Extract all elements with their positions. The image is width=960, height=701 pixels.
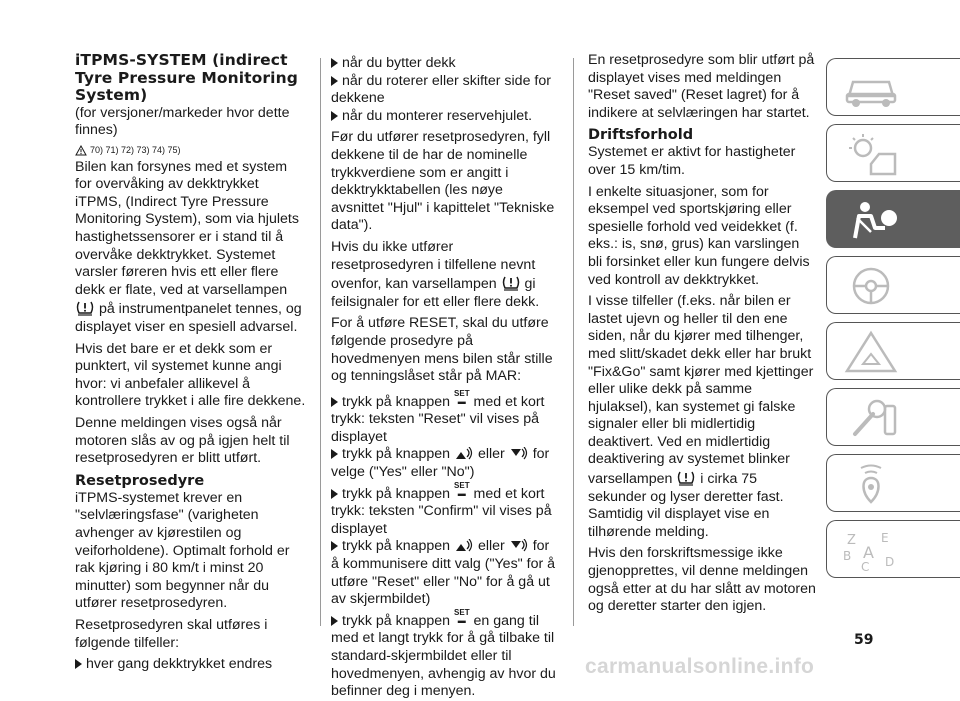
tab-maintenance[interactable] [826,388,960,446]
section-title: iTPMS-SYSTEM (indirect Tyre Pressure Monitoring System) [75,51,298,104]
svg-text:A: A [863,543,874,562]
lights-icon [841,132,901,176]
subheading-operating-conditions: Driftsforhold [588,127,694,144]
tpms-warning-lamp-icon [501,274,521,291]
paragraph: iTPMS-systemet krever en "selvlæringsfase" (varigheten avhenger av kjørestilen og veiforholdene). Optimalt forhold er rak kjøring i 80 km/t i minst 20 minutter) som begynner når du utfører resetprosedyren. [75,489,290,612]
step-item: trykk på knappen SET ▬ med et kort trykk: teksten "Reset" vil vises på displayet [331,388,545,445]
step-item: trykk på knappen SET ▬ en gang til med et langt trykk for å gå tilbake til standard-skjermbildet eller til hovedmenyen, avhengig av hvor du befinner deg i menyen. [331,607,556,700]
set-button-icon: SET ▬ [454,388,470,406]
paragraph: Bilen kan forsynes med et system for overvåking av dekktrykket iTPMS, (Indirect Tyre Pressure Monitoring System), som via hjulets hastighetssensorer er i stand til å overvåke dekktrykket. Systemet varsler føreren hvis ett eller flere dekk er flate, ved at varsellampen på instrumentpanelet tennes, og displayet viser en spesiell advarsel. [75,158,302,336]
bullet-arrow-icon [331,489,338,499]
warning-triangle-icon [841,330,901,374]
svg-text:D: D [885,555,895,569]
bullet-item: når du roterer eller skifter side for dekkene [331,72,551,107]
paragraph: I enkelte situasjoner, som for eksempel ved sportskjøring eller spesielle forhold ved veidekket (f. eks.: is, snø, grus) kan varslingen bli forsinket eller kun fungere delvis ved kontroll av dekktrykket. [588,183,810,288]
paragraph: Hvis det bare er et dekk som er punktert, vil systemet kunne angi hvor: vi anbefaler allikevel å kontrollere trykket i alle fire dekkene. [75,340,306,410]
warning-references: 70) 71) 72) 73) 74) 75) [75,144,307,157]
step-item: trykk på knappen eller for å kommunisere ditt valg ("Yes" for å utføre "Reset" eller "No" for å gå ut av skjermbildet) [331,538,556,608]
column-2 [331,55,557,701]
availability-note: (for versjoner/markeder hvor dette finnes) [75,104,290,139]
tab-index[interactable] [826,520,960,578]
index-icon [841,528,901,572]
paragraph: Hvis den forskriftsmessige ikke gjenopprettes, vil denne meldingen også etter at du har slått av motoren og deretter starter den igjen. [588,545,816,615]
up-button-icon [454,539,474,553]
bullet-item: hver gang dekktrykket endres [75,656,307,674]
bullet-arrow-icon [331,58,338,68]
paragraph: En resetprosedyre som blir utført på displayet vises med meldingen "Reset saved" (Reset lagret) for å indikere at selvlæringen har startet. [588,52,815,121]
multimedia-icon [841,462,901,506]
bullet-item: når du monterer reservehjulet. [331,108,557,126]
step-item: trykk på knappen SET ▬ med et kort trykk: teksten "Confirm" vil vises på displayet [331,480,552,537]
bullet-arrow-icon [331,449,338,459]
set-button-icon: SET ▬ [454,607,470,625]
tab-lights[interactable] [826,124,960,182]
car-icon [841,66,901,110]
tab-multimedia[interactable] [826,454,960,512]
column-1 [75,52,307,674]
step-item: trykk på knappen eller for velge ("Yes" eller "No") [331,446,550,481]
tab-safety[interactable] [826,190,960,248]
wrench-icon [841,396,901,440]
tpms-warning-lamp-icon [676,469,696,486]
paragraph: I visse tilfeller (f.eks. når bilen er lastet ujevn og heller til den ene siden, når du kjører med tilhenger, med slitt/skadet dekk eller har brukt "Fix&Go" samt kjører med kjettinger eller ulike dekk på samme hjulaksel), kan systemet gi falske signaler eller bli midlertidig deaktivert. Ved en midlertidig deaktivering av systemet blinker varsellampen i cirka 75 sekunder og lyser deretter fast. Samtidig vil displayet vise en tilhørende melding. [588,293,814,540]
svg-text:Z: Z [847,533,856,548]
bullet-arrow-icon [331,616,338,626]
column-divider [320,58,321,626]
tab-driving[interactable] [826,256,960,314]
bullet-arrow-icon [331,76,338,86]
paragraph: Før du utfører resetprosedyren, fyll dekkene til de har de nominelle trykkverdiene som er angitt i dekktrykktabellen (les nøye avsnittet "Hjul" i kapittelet "Tekniske data"). [331,129,555,234]
watermark: carmanualsonline.info [585,655,815,678]
paragraph: For å utføre RESET, skal du utføre følgende prosedyre på hovedmenyen mens bilen står stille og tenningslåset står på MAR: [331,315,553,385]
tab-car[interactable] [826,58,960,116]
steering-wheel-icon [841,264,901,308]
paragraph: Hvis du ikke utfører resetprosedyren i tilfellene nevnt ovenfor, kan varsellampen gi feilsignaler for ett eller flere dekk. [331,238,540,310]
up-button-icon [454,447,474,461]
set-button-icon: SET ▬ [454,480,470,498]
bullet-arrow-icon [331,111,338,121]
page-number: 59 [854,632,874,648]
bullet-arrow-icon [331,397,338,407]
paragraph: Resetprosedyren skal utføres i følgende tilfeller: [75,616,268,651]
subheading-reset: Resetprosedyre [75,472,205,489]
svg-text:C: C [861,560,870,572]
column-divider [573,58,574,626]
paragraph: Denne meldingen vises også når motoren slås av og på igjen helt til resetprosedyren er blitt utført. [75,415,290,467]
column-3 [588,52,816,620]
bullet-arrow-icon [331,541,338,551]
down-button-icon [509,539,529,553]
bullet-arrow-icon [75,659,82,669]
svg-text:B: B [843,549,852,563]
down-button-icon [509,447,529,461]
warning-triangle-icon [75,145,87,156]
tab-emergency[interactable] [826,322,960,380]
tpms-warning-lamp-icon [75,299,95,316]
bullet-item: når du bytter dekk [331,55,557,73]
svg-text:E: E [881,531,889,545]
paragraph: Systemet er aktivt for hastigheter over 15 km/tim. [588,144,796,178]
airbag-seatbelt-icon [841,198,901,242]
